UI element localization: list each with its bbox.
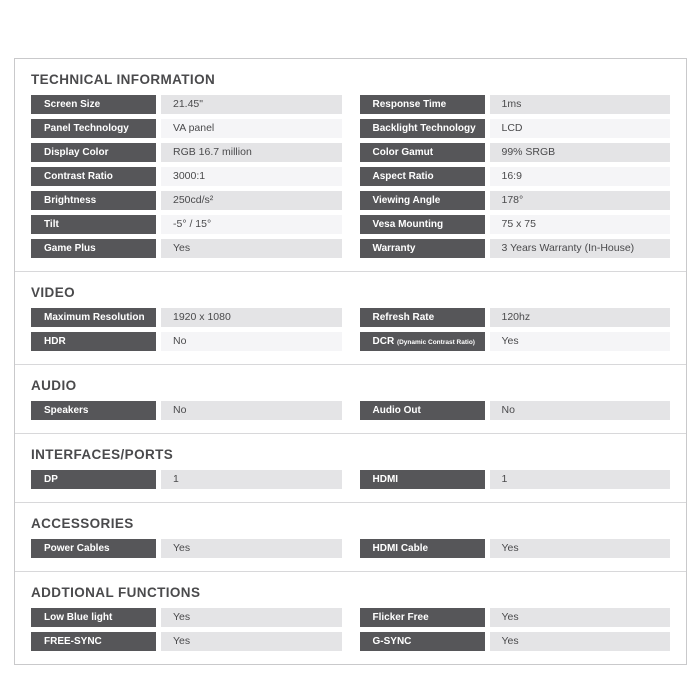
- spec-label-text: Response Time: [372, 99, 447, 110]
- spec-value: Yes: [161, 608, 342, 627]
- spec-label-text: DCR: [372, 336, 395, 347]
- spec-section: [15, 571, 686, 664]
- spec-label-text: Vesa Mounting: [372, 219, 444, 230]
- spec-row: [31, 608, 670, 627]
- spec-value: Yes: [490, 539, 671, 558]
- spec-label-text: FREE-SYNC: [44, 636, 102, 647]
- spec-label: [31, 608, 156, 627]
- spec-value: 1920 x 1080: [161, 308, 342, 327]
- spec-label: [360, 539, 485, 558]
- spec-label: [360, 239, 485, 258]
- spec-value: -5° / 15°: [161, 215, 342, 234]
- spec-value: VA panel: [161, 119, 342, 138]
- spec-row: [31, 539, 670, 558]
- spec-section: [15, 364, 686, 433]
- spec-label: [360, 215, 485, 234]
- spec-row: [31, 239, 670, 258]
- spec-cell: [360, 95, 671, 114]
- spec-label-text: Low Blue light: [44, 612, 113, 623]
- spec-label: [31, 332, 156, 351]
- spec-value: 21.45": [161, 95, 342, 114]
- spec-label-text: Audio Out: [372, 405, 421, 416]
- spec-label: [31, 632, 156, 651]
- spec-label: [31, 308, 156, 327]
- spec-label: [360, 167, 485, 186]
- section-title: INTERFACES/PORTS: [31, 447, 174, 462]
- spec-section: [15, 59, 686, 271]
- spec-value: 120hz: [490, 308, 671, 327]
- spec-label-text: HDMI: [372, 474, 399, 485]
- spec-row: [31, 95, 670, 114]
- spec-row: [31, 470, 670, 489]
- spec-cell: [31, 308, 342, 327]
- spec-value: No: [490, 401, 671, 420]
- spec-value: 1: [490, 470, 671, 489]
- spec-label-text: Flicker Free: [372, 612, 429, 623]
- spec-row: [31, 119, 670, 138]
- spec-label: [31, 191, 156, 210]
- spec-label-text: HDMI Cable: [372, 543, 429, 554]
- spec-label-text: Color Gamut: [372, 147, 434, 158]
- spec-cell: [31, 401, 342, 420]
- spec-value: No: [161, 332, 342, 351]
- spec-label: [360, 308, 485, 327]
- spec-cell: [31, 95, 342, 114]
- spec-label: [360, 95, 485, 114]
- spec-cell: [360, 215, 671, 234]
- spec-label-text: Contrast Ratio: [44, 171, 113, 182]
- spec-label: [31, 119, 156, 138]
- spec-cell: [31, 470, 342, 489]
- spec-label: [31, 470, 156, 489]
- spec-row: [31, 401, 670, 420]
- spec-cell: [31, 608, 342, 627]
- spec-label-text: Game Plus: [44, 243, 96, 254]
- spec-row: [31, 308, 670, 327]
- spec-label-text: Viewing Angle: [372, 195, 441, 206]
- spec-label-text: Screen Size: [44, 99, 101, 110]
- spec-label: [360, 470, 485, 489]
- spec-label-text: Backlight Technology: [372, 123, 476, 134]
- spec-cell: [31, 632, 342, 651]
- spec-cell: [31, 167, 342, 186]
- spec-cell: [360, 143, 671, 162]
- spec-value: Yes: [161, 539, 342, 558]
- spec-cell: [360, 332, 671, 351]
- spec-label: [31, 215, 156, 234]
- spec-label: [360, 119, 485, 138]
- spec-label-text: Aspect Ratio: [372, 171, 434, 182]
- spec-row: [31, 167, 670, 186]
- spec-value: RGB 16.7 million: [161, 143, 342, 162]
- spec-label-text: Warranty: [372, 243, 416, 254]
- spec-section: [15, 502, 686, 571]
- spec-cell: [31, 539, 342, 558]
- spec-label-text: Panel Technology: [44, 123, 129, 134]
- spec-label: [31, 401, 156, 420]
- spec-label: [31, 95, 156, 114]
- spec-value: LCD: [490, 119, 671, 138]
- spec-cell: [360, 239, 671, 258]
- spec-label-text: Tilt: [44, 219, 59, 230]
- spec-cell: [31, 332, 342, 351]
- spec-cell: [360, 539, 671, 558]
- spec-row: [31, 332, 670, 351]
- spec-cell: [360, 308, 671, 327]
- spec-label: [31, 143, 156, 162]
- spec-label-text: Maximum Resolution: [44, 312, 145, 323]
- spec-value: 250cd/s²: [161, 191, 342, 210]
- spec-value: 3000:1: [161, 167, 342, 186]
- spec-label: [360, 143, 485, 162]
- spec-section: [15, 271, 686, 364]
- spec-value: Yes: [161, 632, 342, 651]
- section-title: ADDTIONAL FUNCTIONS: [31, 585, 201, 600]
- spec-value: 3 Years Warranty (In-House): [490, 239, 671, 258]
- spec-sheet: [14, 58, 687, 665]
- spec-label: [360, 632, 485, 651]
- spec-cell: [31, 119, 342, 138]
- spec-cell: [360, 632, 671, 651]
- spec-label-text: G-SYNC: [372, 636, 412, 647]
- spec-cell: [31, 215, 342, 234]
- spec-value: 1: [161, 470, 342, 489]
- section-title: AUDIO: [31, 378, 77, 393]
- section-title: TECHNICAL INFORMATION: [31, 72, 216, 87]
- spec-row: [31, 191, 670, 210]
- spec-value: 16:9: [490, 167, 671, 186]
- spec-label: [360, 401, 485, 420]
- spec-value: Yes: [490, 632, 671, 651]
- spec-label-text: Speakers: [44, 405, 89, 416]
- spec-label-text: Refresh Rate: [372, 312, 435, 323]
- spec-cell: [360, 470, 671, 489]
- spec-value: No: [161, 401, 342, 420]
- spec-cell: [360, 119, 671, 138]
- spec-value: Yes: [490, 608, 671, 627]
- spec-value: Yes: [161, 239, 342, 258]
- spec-cell: [360, 401, 671, 420]
- section-title: ACCESSORIES: [31, 516, 134, 531]
- spec-section: [15, 433, 686, 502]
- spec-cell: [360, 191, 671, 210]
- spec-cell: [31, 143, 342, 162]
- section-title: VIDEO: [31, 285, 76, 300]
- spec-label-note: (Dynamic Contrast Ratio): [396, 339, 475, 346]
- spec-row: [31, 632, 670, 651]
- spec-label: [31, 239, 156, 258]
- spec-value: 75 x 75: [490, 215, 671, 234]
- spec-row: [31, 143, 670, 162]
- spec-cell: [31, 191, 342, 210]
- spec-value: 1ms: [490, 95, 671, 114]
- spec-label-text: DP: [44, 474, 58, 485]
- spec-value: 99% SRGB: [490, 143, 671, 162]
- spec-label: [31, 539, 156, 558]
- spec-value: 178°: [490, 191, 671, 210]
- spec-cell: [360, 167, 671, 186]
- spec-label-text: Power Cables: [44, 543, 110, 554]
- spec-label: [360, 332, 485, 351]
- spec-label-text: Brightness: [44, 195, 97, 206]
- spec-label-text: HDR: [44, 336, 66, 347]
- spec-label-text: Display Color: [44, 147, 109, 158]
- spec-cell: [360, 608, 671, 627]
- spec-label: [360, 191, 485, 210]
- spec-label: [31, 167, 156, 186]
- spec-value: Yes: [490, 332, 671, 351]
- spec-cell: [31, 239, 342, 258]
- spec-label: [360, 608, 485, 627]
- spec-row: [31, 215, 670, 234]
